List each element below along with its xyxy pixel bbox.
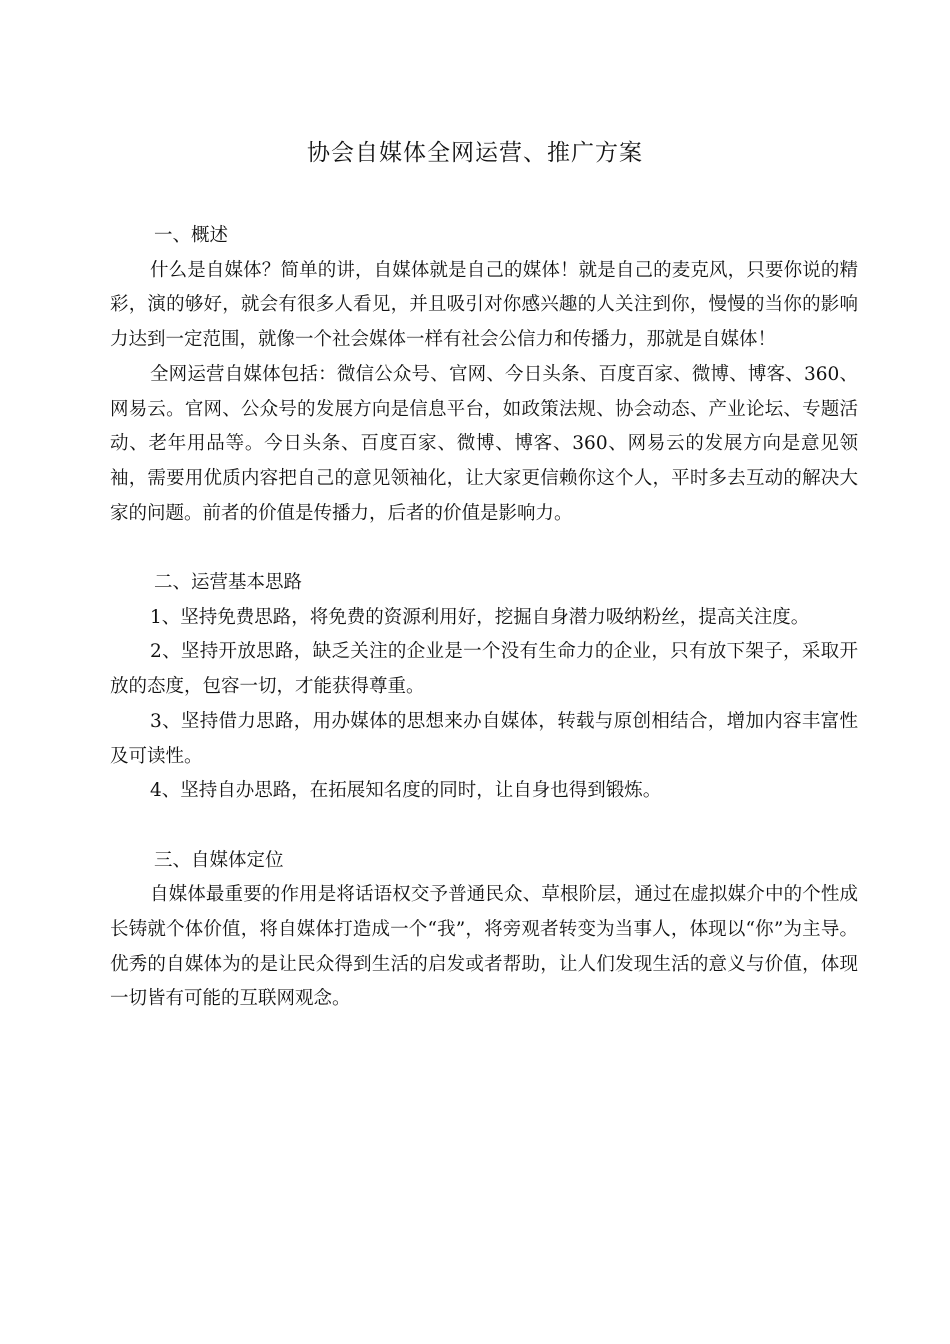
section-gap <box>110 809 858 844</box>
section-heading: 三、自媒体定位 <box>154 849 284 871</box>
paragraph: 什么是自媒体？简单的讲，自媒体就是自己的媒体！就是自己的麦克风，只要你说的精彩，演的够好，就会有很多人看见，并且吸引对你感兴趣的人关注到你，慢慢的当你的影响力达到一定范围，就像一个社会媒体一样有社会公信力和传播力，那就是自媒体！ <box>110 259 858 351</box>
list-item: 2、坚持开放思路，缺乏关注的企业是一个没有生命力的企业，只有放下架子，采取开放的态度，包容一切，才能获得尊重。 <box>110 641 858 698</box>
document-title: 协会自媒体全网运营、推广方案 <box>307 140 643 166</box>
section-approach <box>110 566 858 809</box>
document-body <box>110 219 858 1017</box>
paragraph: 全网运营自媒体包括：微信公众号、官网、今日头条、百度百家、微博、博客、360、网易云。官网、公众号的发展方向是信息平台，如政策法规、协会动态、产业论坛、专题活动、老年用品等。今日头条、百度百家、微博、博客、360、网易云的发展方向是意见领袖，需要用优质内容把自己的意见领袖化，让大家更信赖你这个人，平时多去互动的解决大家的问题。前者的价值是传播力，后者的价值是影响力。 <box>110 363 858 524</box>
section-heading: 一、概述 <box>154 225 229 246</box>
section-heading: 二、运营基本思路 <box>154 572 303 594</box>
list-item: 4、坚持自办思路，在拓展知名度的同时，让自身也得到锻炼。 <box>150 780 662 802</box>
list-item: 3、坚持借力思路，用办媒体的思想来办自媒体，转载与原创相结合，增加内容丰富性及可读性。 <box>110 710 858 767</box>
list-item: 1、坚持免费思路，将免费的资源利用好，挖掘自身潜力吸纳粉丝，提高关注度。 <box>150 606 810 628</box>
section-overview <box>110 219 858 531</box>
section-positioning <box>110 844 858 1018</box>
paragraph: 自媒体最重要的作用是将话语权交予普通民众、草根阶层，通过在虚拟媒介中的个性成长铸就个体价值，将自媒体打造成一个“我”，将旁观者转变为当事人，体现以“你”为主导。优秀的自媒体为的是让民众得到生活的启发或者帮助，让人们发现生活的意义与价值，体现一切皆有可能的互联网观念。 <box>110 884 858 1010</box>
section-gap <box>110 531 858 566</box>
